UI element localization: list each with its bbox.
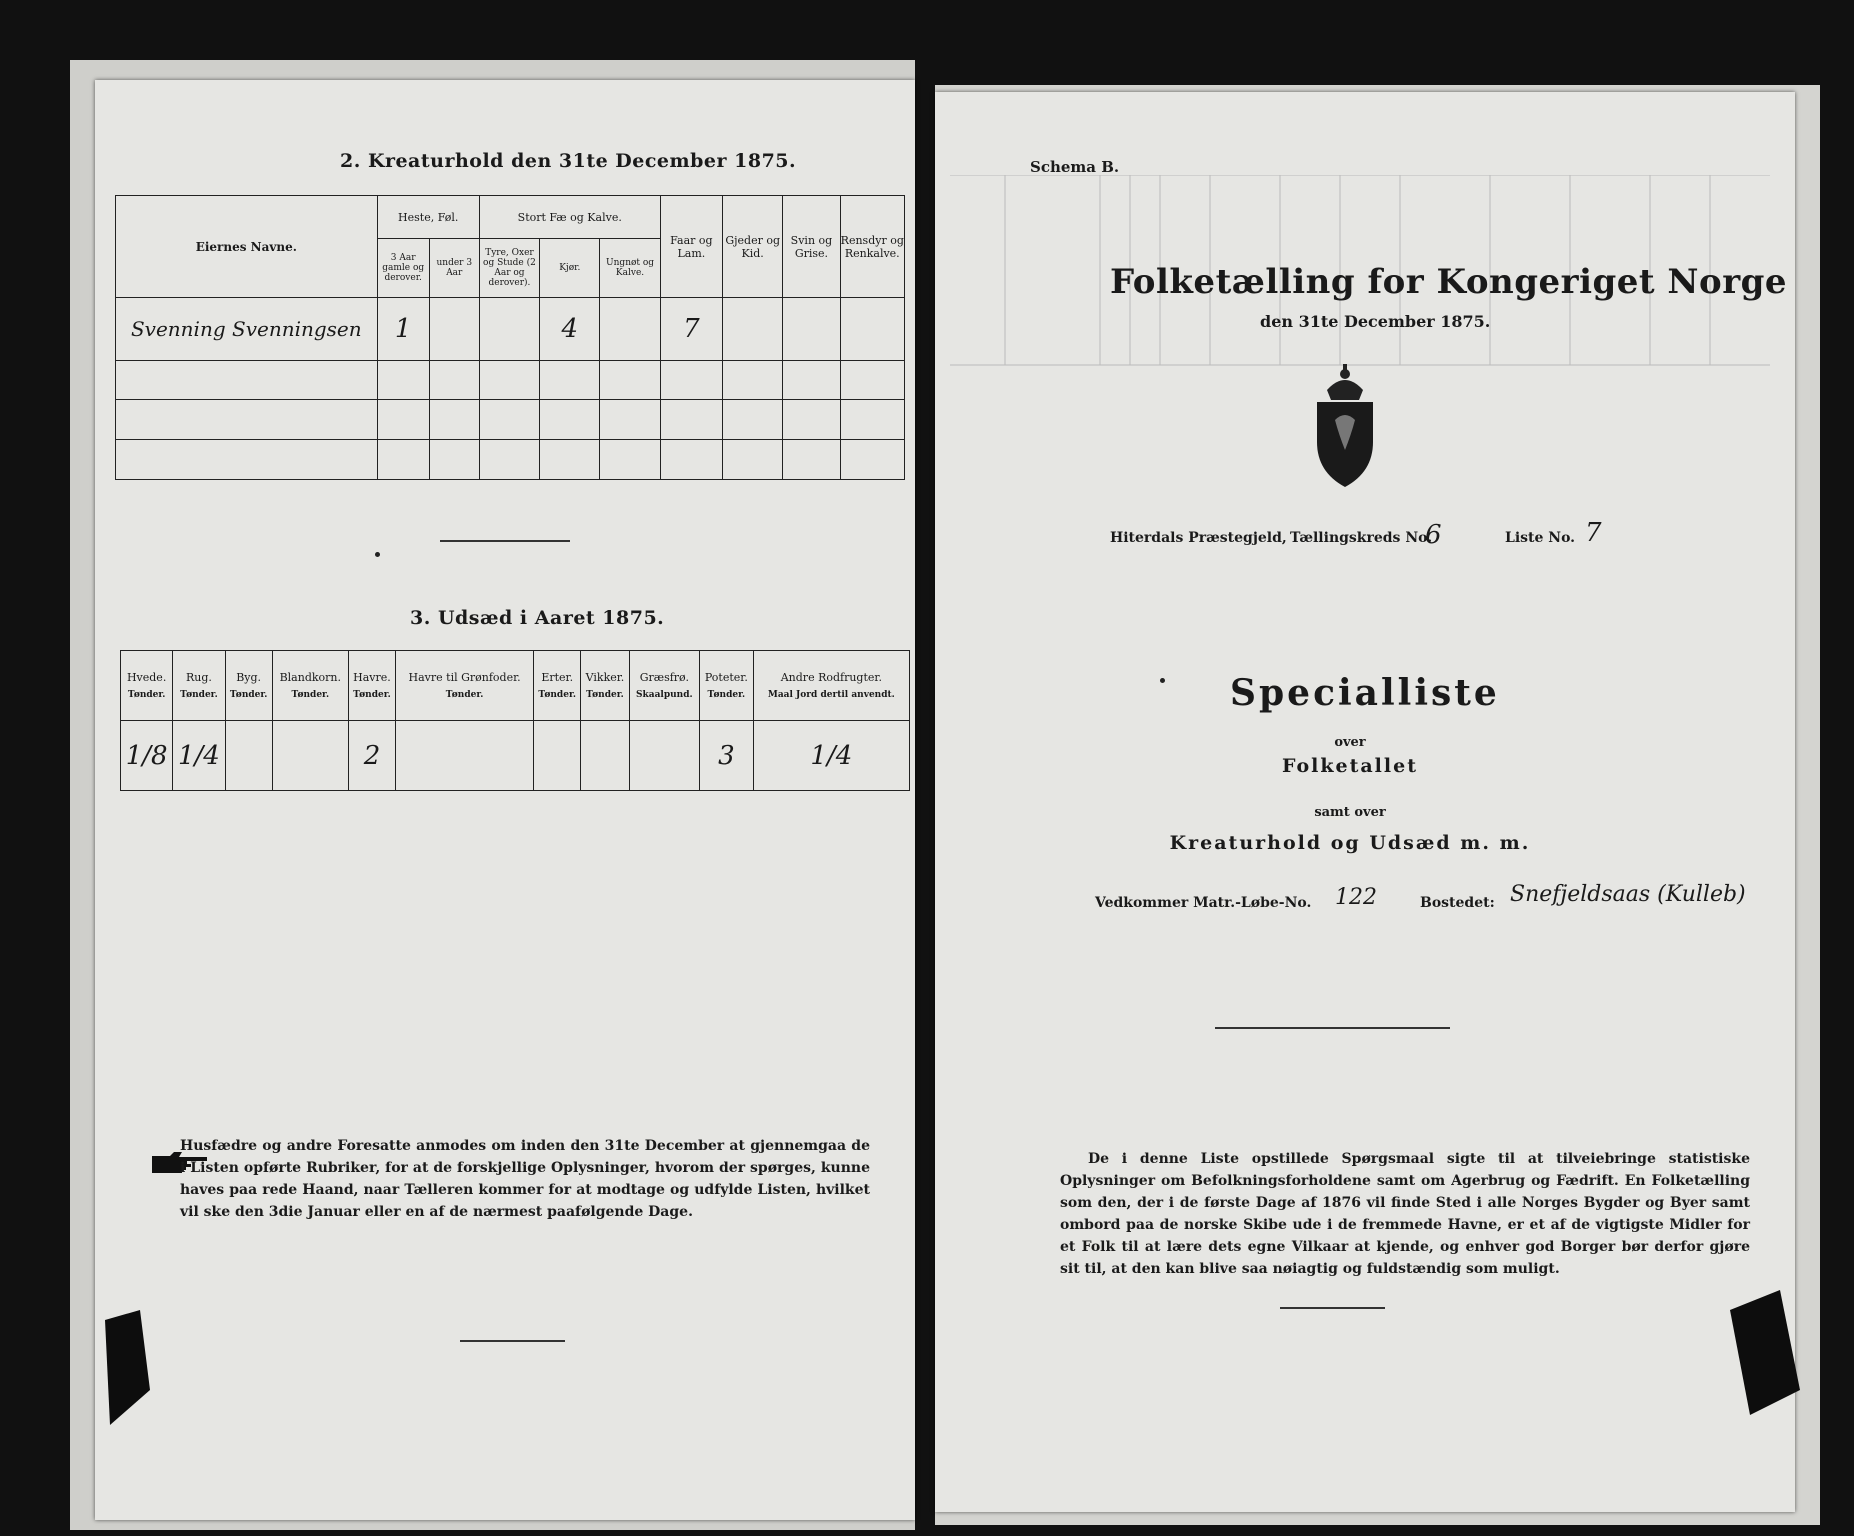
table-row: [116, 400, 905, 440]
crop-value-cell: 1/4: [173, 721, 225, 791]
crop-header-4: [348, 651, 395, 721]
crop-header-unit: Maal Jord dertil anvendt.: [767, 690, 895, 700]
crop-header-unit: Tønder.: [291, 690, 330, 700]
over-label: over: [1334, 735, 1366, 750]
col-heste-old: 3 Aar gamle og derover.: [377, 239, 429, 298]
svin-cell: [783, 298, 840, 360]
crop-header-name: Byg.: [236, 671, 262, 684]
schema-label: Schema B.: [1030, 158, 1120, 176]
col-faar: Faar og Lam.: [660, 196, 722, 298]
col-stort-fae: Stort Fæ og Kalve.: [479, 196, 660, 239]
table-row: [116, 360, 905, 400]
dot-mark: [1160, 678, 1165, 683]
col-ungnaut: Ungnøt og Kalve.: [600, 239, 660, 298]
crop-value-cell: [272, 721, 348, 791]
crop-header-unit: Tønder.: [229, 690, 268, 700]
crop-value-cell: 3: [700, 721, 754, 791]
col-svin: Svin og Grise.: [783, 196, 840, 298]
page-clip-decoration: [95, 1310, 155, 1430]
crop-header-name: Rug.: [185, 671, 212, 684]
table-row: [121, 721, 910, 791]
crop-header-unit: Tønder.: [353, 690, 391, 700]
livestock-table: [115, 195, 905, 480]
crop-header-name: Andre Rodfrugter.: [780, 671, 882, 684]
table-row: [116, 298, 905, 360]
col-heste-fol: Heste, Føl.: [377, 196, 479, 239]
folketallet-label: Folketallet: [1282, 755, 1418, 777]
circuit-label: Tællingskreds No.: [1290, 530, 1433, 546]
crop-header-3: [272, 651, 348, 721]
crop-header-name: Græsfrø.: [639, 671, 689, 684]
divider-line: [1280, 1307, 1385, 1309]
section2-title: 2. Kreaturhold den 31te December 1875.: [340, 150, 797, 172]
heste-old-cell: 1: [377, 298, 429, 360]
crop-header-6: [534, 651, 581, 721]
tyre-cell: [479, 298, 539, 360]
crop-value-cell: 2: [348, 721, 395, 791]
divider-line: [1215, 1027, 1450, 1029]
bosted-label: Bostedet:: [1420, 895, 1495, 911]
col-owner-names: Eiernes Navne.: [116, 196, 378, 298]
circuit-value: 6: [1425, 520, 1442, 550]
col-gjeder: Gjeder og Kid.: [723, 196, 783, 298]
crop-value-cell: [581, 721, 629, 791]
district-label: Hiterdals Præstegjeld,: [1110, 530, 1287, 546]
crop-value-cell: [396, 721, 534, 791]
bosted-value: Snefjeldsaas (Kulleb): [1510, 882, 1746, 907]
owner-name-cell: Svenning Svenningsen: [116, 298, 378, 360]
crop-header-2: [225, 651, 272, 721]
crop-header-name: Poteter.: [704, 671, 748, 684]
kreaturhold-label: Kreaturhold og Udsæd m. m.: [1169, 832, 1531, 854]
table-row: [116, 440, 905, 480]
page-clip-decoration: [1710, 1290, 1800, 1420]
crop-header-name: Erter.: [541, 671, 574, 684]
crop-table: [120, 650, 910, 791]
crop-header-name: Havre.: [353, 671, 391, 684]
crop-header-8: [629, 651, 699, 721]
crop-header-1: [173, 651, 225, 721]
crop-value-cell: 1/4: [753, 721, 909, 791]
crop-header-0: [121, 651, 173, 721]
crop-header-unit: Tønder.: [538, 690, 577, 700]
list-label: Liste No.: [1505, 530, 1576, 546]
section3-title: 3. Udsæd i Aaret 1875.: [410, 607, 665, 629]
faar-cell: 7: [660, 298, 722, 360]
crop-value-cell: 1/8: [121, 721, 173, 791]
crop-header-9: [700, 651, 754, 721]
crop-header-7: [581, 651, 629, 721]
crop-header-unit: Skaalpund.: [636, 690, 693, 700]
crop-header-name: Blandkorn.: [279, 671, 341, 684]
main-title: Folketælling for Kongeriget Norge: [1110, 262, 1788, 302]
col-tyre: Tyre, Oxer og Stude (2 Aar og derover).: [479, 239, 539, 298]
crop-header-unit: Tønder.: [180, 690, 218, 700]
rensdyr-cell: [840, 298, 904, 360]
crop-header-name: Vikker.: [585, 671, 625, 684]
list-value: 7: [1585, 518, 1602, 548]
crop-value-cell: [629, 721, 699, 791]
crop-header-10: [753, 651, 909, 721]
crop-header-name: Havre til Grønfoder.: [408, 671, 521, 684]
col-rensdyr: Rensdyr og Renkalve.: [840, 196, 904, 298]
crop-header-unit: Tønder.: [707, 690, 746, 700]
col-kjoer: Kjør.: [540, 239, 600, 298]
kjoer-cell: 4: [540, 298, 600, 360]
crop-header-5: [396, 651, 534, 721]
crop-header-unit: Tønder.: [586, 690, 624, 700]
crop-header-unit: Tønder.: [445, 690, 484, 700]
divider-line: [440, 540, 570, 542]
heste-young-cell: [429, 298, 479, 360]
crop-value-cell: [534, 721, 581, 791]
ungnaut-cell: [600, 298, 660, 360]
samt-over-label: samt over: [1314, 805, 1386, 820]
norwegian-coat-of-arms-icon: [1305, 360, 1385, 490]
matr-label: Vedkommer Matr.-Løbe-No.: [1095, 895, 1312, 911]
notice-text: Husfædre og andre Foresatte anmodes om inden den 31te December at gjennemgaa de i Listen opførte Rubriker, for at de forskjellige Oplysninger, hvorom der spørges, kunne haves paa rede Haand, naar Tælleren kommer for at modtage og udfylde Listen, hvilket vil ske den 3die Januar eller en af de nærmest paafølgende Dage.: [180, 1138, 870, 1220]
crop-value-cell: [225, 721, 272, 791]
crop-header-unit: Tønder.: [127, 690, 166, 700]
gjeder-cell: [723, 298, 783, 360]
col-heste-young: under 3 Aar: [429, 239, 479, 298]
matr-value: 122: [1335, 885, 1377, 910]
divider-line: [460, 1340, 565, 1342]
dot-mark: [375, 552, 380, 557]
sub-title: den 31te December 1875.: [1260, 312, 1491, 331]
specialliste-title: Specialliste: [1230, 672, 1500, 714]
crop-header-name: Hvede.: [126, 671, 167, 684]
intro-text: De i denne Liste opstillede Spørgsmaal sigte til at tilveiebringe statistiske Oplysninger om Befolkningsforholdene samt om Agerbrug og Fædrift. En Folketælling som den, der i de første Dage af 1876 vil finde Sted i alle Norges Bygder og Byer samt ombord paa de norske Skibe ude i de fremmede Havne, er et af de vigtigste Midler for et Folk til at lære dets egne Vilkaar at kjende, og enhver god Borger bør derfor gjøre sit til, at den kan blive saa nøiagtig og fuldstændig som muligt.: [1060, 1151, 1750, 1277]
